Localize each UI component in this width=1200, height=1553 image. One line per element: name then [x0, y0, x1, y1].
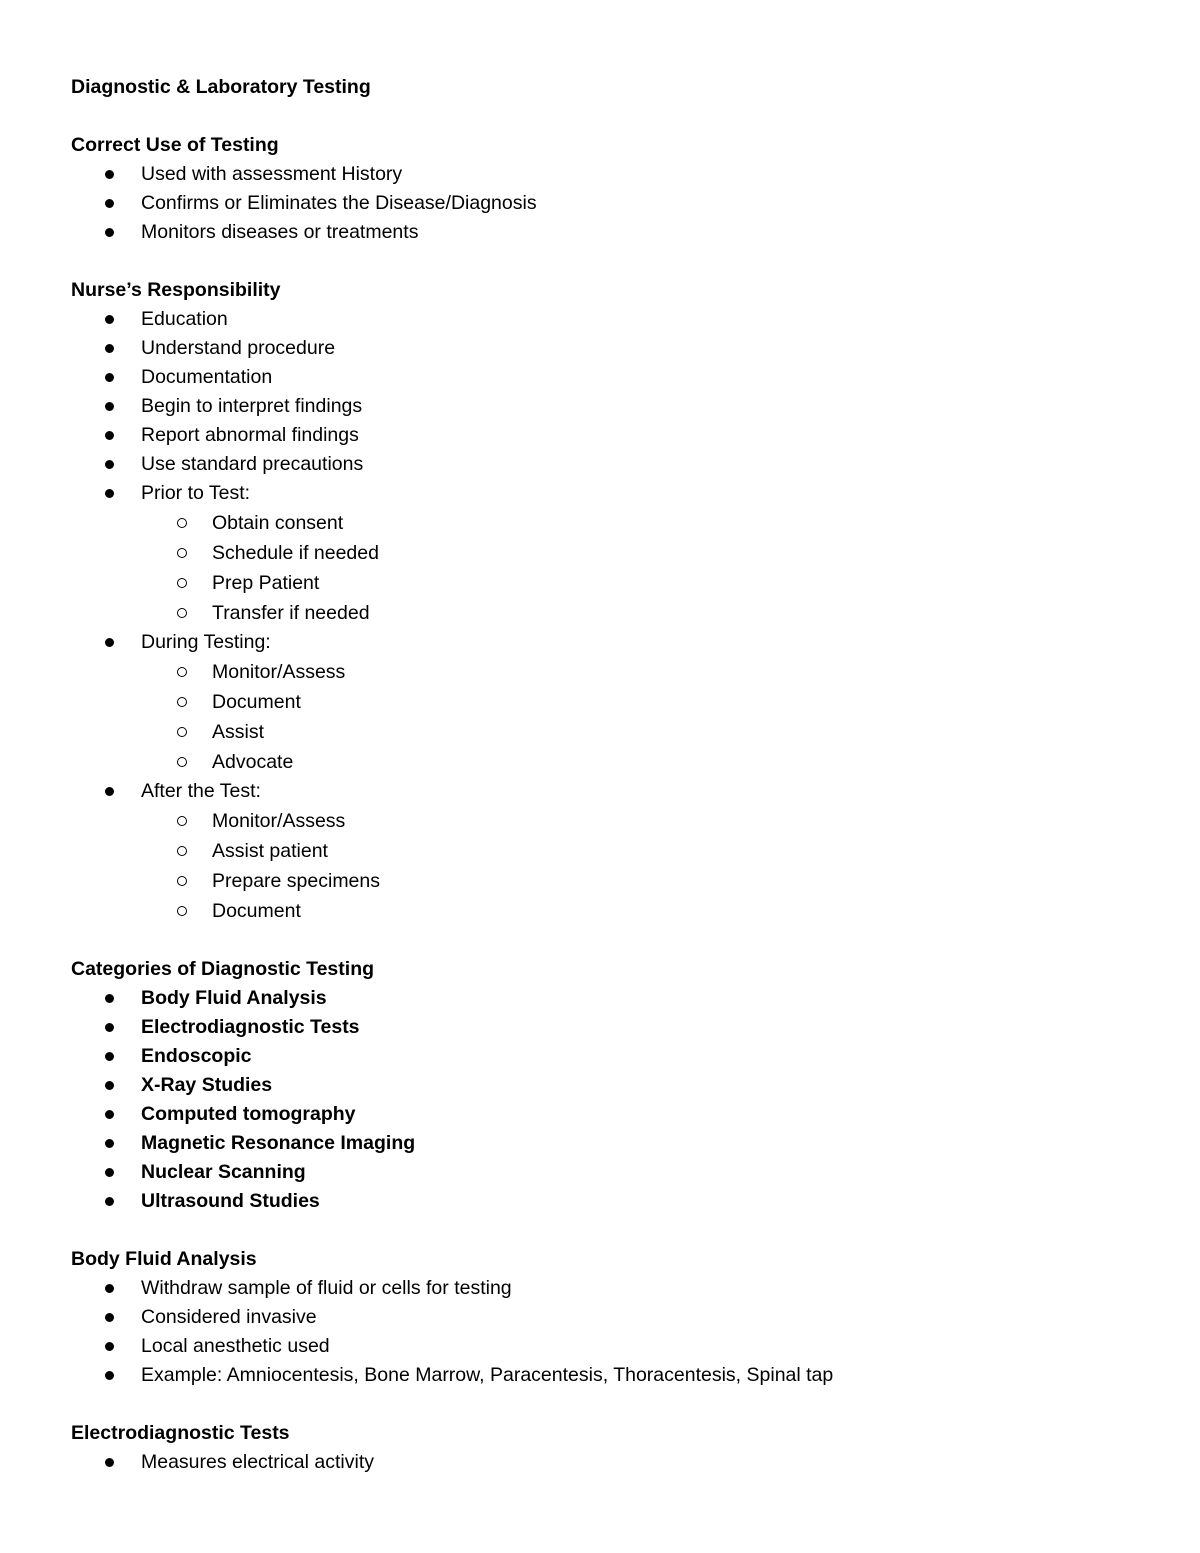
- list-item-text: Nuclear Scanning: [141, 1161, 306, 1183]
- bullet-icon: [105, 315, 114, 324]
- sub-list-item: [71, 866, 1131, 896]
- list-item: [71, 984, 1131, 1013]
- sub-list-item: [71, 806, 1131, 836]
- bullet-icon: [105, 638, 114, 647]
- bullet-icon: [105, 170, 114, 179]
- list-item-text: Endoscopic: [141, 1045, 252, 1067]
- list-item-text: Begin to interpret findings: [141, 395, 363, 417]
- sub-list-item-text: Transfer if needed: [212, 602, 370, 624]
- sub-bullet-list: [141, 657, 1131, 777]
- bullet-icon: [105, 1197, 114, 1206]
- bullet-icon: [105, 1168, 114, 1177]
- bullet-icon: [105, 1023, 114, 1032]
- hollow-circle-bullet-icon: [177, 578, 187, 588]
- sub-list-item: [71, 598, 1131, 628]
- list-item-text: Education: [141, 308, 228, 330]
- list-item-text: Computed tomography: [141, 1103, 356, 1125]
- section-heading: Categories of Diagnostic Testing: [71, 958, 375, 980]
- bullet-list: [71, 1448, 1131, 1477]
- section-heading: Nurse’s Responsibility: [71, 279, 281, 301]
- bullet-icon: [105, 1110, 114, 1119]
- section: [71, 131, 1131, 247]
- list-item: [71, 1448, 1131, 1477]
- bullet-icon: [105, 787, 114, 796]
- hollow-circle-bullet-icon: [177, 816, 187, 826]
- sub-list-item: [71, 657, 1131, 687]
- bullet-icon: [105, 1342, 114, 1351]
- sub-list-item-text: Advocate: [212, 751, 294, 773]
- bullet-icon: [105, 431, 114, 440]
- list-item-text: Local anesthetic used: [141, 1335, 330, 1357]
- list-item: [71, 1158, 1131, 1187]
- list-item: [71, 334, 1131, 363]
- bullet-icon: [105, 1052, 114, 1061]
- list-item: [71, 1274, 1131, 1303]
- list-item: [71, 450, 1131, 479]
- bullet-icon: [105, 1458, 114, 1467]
- hollow-circle-bullet-icon: [177, 906, 187, 916]
- section: [71, 276, 1131, 926]
- sub-list-item: [71, 747, 1131, 777]
- list-item: [71, 1071, 1131, 1100]
- list-item-text: Understand procedure: [141, 337, 336, 359]
- list-item-text: Magnetic Resonance Imaging: [141, 1132, 416, 1154]
- list-item: [71, 1100, 1131, 1129]
- sub-list-item-text: Assist: [212, 721, 265, 743]
- document-page: [71, 73, 1131, 1477]
- bullet-list: [71, 160, 1131, 247]
- sub-list-item-text: Schedule if needed: [212, 542, 379, 564]
- list-item: [71, 479, 1131, 628]
- sub-list-item: [71, 538, 1131, 568]
- section: [71, 1419, 1131, 1477]
- list-item: [71, 421, 1131, 450]
- bullet-icon: [105, 1313, 114, 1322]
- bullet-list: [71, 984, 1131, 1216]
- bullet-icon: [105, 228, 114, 237]
- list-item: [71, 1129, 1131, 1158]
- list-item-text: Prior to Test:: [141, 482, 251, 504]
- list-item-text: Monitors diseases or treatments: [141, 221, 419, 243]
- sub-bullet-list: [141, 508, 1131, 628]
- sub-list-item-text: Prep Patient: [212, 572, 320, 594]
- list-item: [71, 777, 1131, 926]
- sub-list-item-text: Monitor/Assess: [212, 810, 346, 832]
- hollow-circle-bullet-icon: [177, 727, 187, 737]
- list-item-text: Withdraw sample of fluid or cells for testing: [141, 1277, 512, 1299]
- sub-list-item: [71, 508, 1131, 538]
- bullet-icon: [105, 344, 114, 353]
- document-title: Diagnostic & Laboratory Testing: [71, 76, 371, 98]
- list-item-text: Report abnormal findings: [141, 424, 359, 446]
- list-item: [71, 363, 1131, 392]
- list-item-text: X-Ray Studies: [141, 1074, 273, 1096]
- bullet-icon: [105, 1371, 114, 1380]
- sub-list-item-text: Assist patient: [212, 840, 328, 862]
- bullet-icon: [105, 489, 114, 498]
- bullet-list: [71, 305, 1131, 926]
- document-sections: [71, 131, 1131, 1477]
- list-item: [71, 1361, 1131, 1390]
- list-item: [71, 218, 1131, 247]
- list-item: [71, 1013, 1131, 1042]
- sub-list-item-text: Document: [212, 900, 301, 922]
- hollow-circle-bullet-icon: [177, 846, 187, 856]
- hollow-circle-bullet-icon: [177, 697, 187, 707]
- hollow-circle-bullet-icon: [177, 876, 187, 886]
- section-heading: Correct Use of Testing: [71, 134, 279, 156]
- section-heading: Body Fluid Analysis: [71, 1248, 257, 1270]
- hollow-circle-bullet-icon: [177, 757, 187, 767]
- list-item-text: Electrodiagnostic Tests: [141, 1016, 360, 1038]
- hollow-circle-bullet-icon: [177, 518, 187, 528]
- bullet-icon: [105, 373, 114, 382]
- hollow-circle-bullet-icon: [177, 667, 187, 677]
- list-item: [71, 1332, 1131, 1361]
- list-item-text: Confirms or Eliminates the Disease/Diagnosis: [141, 192, 537, 214]
- sub-list-item: [71, 568, 1131, 598]
- sub-bullet-list: [141, 806, 1131, 926]
- list-item-text: Measures electrical activity: [141, 1451, 374, 1473]
- sub-list-item: [71, 836, 1131, 866]
- bullet-icon: [105, 199, 114, 208]
- list-item: [71, 160, 1131, 189]
- list-item: [71, 1042, 1131, 1071]
- bullet-icon: [105, 1081, 114, 1090]
- hollow-circle-bullet-icon: [177, 548, 187, 558]
- list-item-text: Example: Amniocentesis, Bone Marrow, Paracentesis, Thoracentesis, Spinal tap: [141, 1364, 834, 1386]
- list-item: [71, 392, 1131, 421]
- list-item-text: During Testing:: [141, 631, 271, 653]
- list-item-text: Body Fluid Analysis: [141, 987, 327, 1009]
- section: [71, 1245, 1131, 1390]
- bullet-list: [71, 1274, 1131, 1390]
- list-item-text: Considered invasive: [141, 1306, 317, 1328]
- bullet-icon: [105, 1284, 114, 1293]
- bullet-icon: [105, 1139, 114, 1148]
- list-item: [71, 189, 1131, 218]
- list-item-text: Use standard precautions: [141, 453, 364, 475]
- list-item-text: Used with assessment History: [141, 163, 403, 185]
- list-item: [71, 628, 1131, 777]
- hollow-circle-bullet-icon: [177, 608, 187, 618]
- sub-list-item: [71, 687, 1131, 717]
- sub-list-item-text: Document: [212, 691, 301, 713]
- list-item-text: Ultrasound Studies: [141, 1190, 320, 1212]
- sub-list-item-text: Obtain consent: [212, 512, 344, 534]
- sub-list-item-text: Monitor/Assess: [212, 661, 346, 683]
- bullet-icon: [105, 994, 114, 1003]
- list-item: [71, 305, 1131, 334]
- section: [71, 955, 1131, 1216]
- list-item: [71, 1187, 1131, 1216]
- bullet-icon: [105, 460, 114, 469]
- sub-list-item: [71, 717, 1131, 747]
- sub-list-item-text: Prepare specimens: [212, 870, 380, 892]
- list-item: [71, 1303, 1131, 1332]
- list-item-text: After the Test:: [141, 780, 261, 802]
- bullet-icon: [105, 402, 114, 411]
- list-item-text: Documentation: [141, 366, 273, 388]
- sub-list-item: [71, 896, 1131, 926]
- section-heading: Electrodiagnostic Tests: [71, 1422, 290, 1444]
